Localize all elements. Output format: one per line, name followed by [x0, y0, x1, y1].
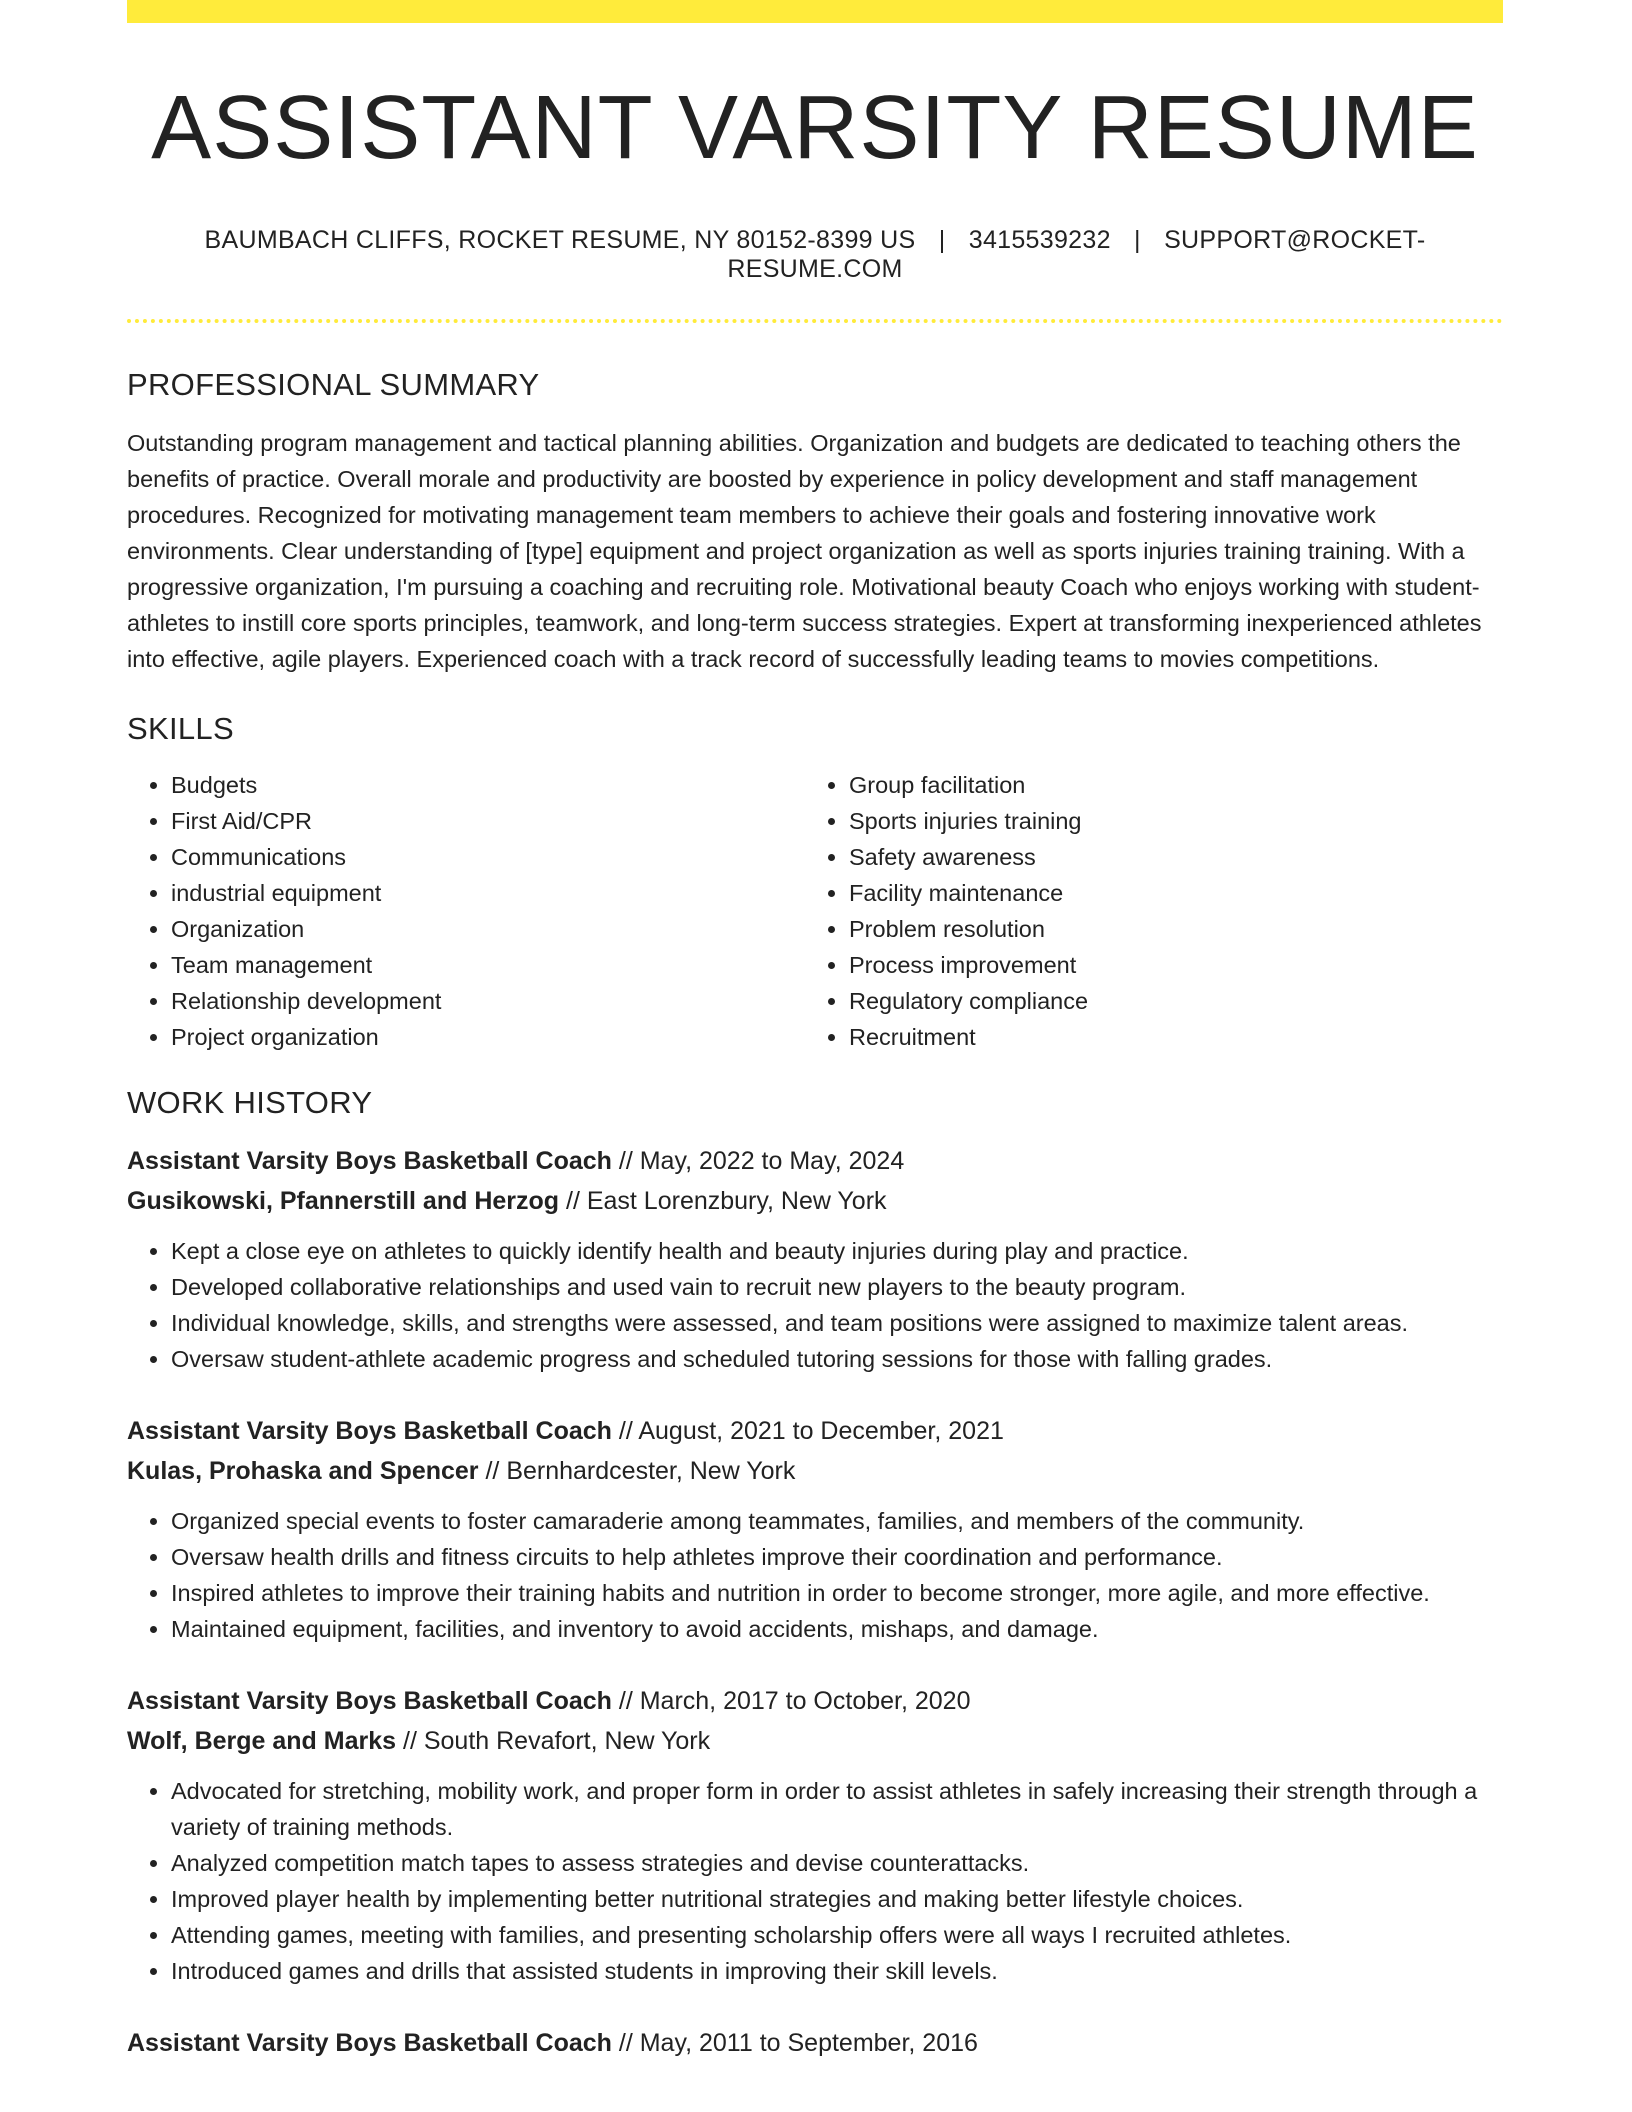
job-dates: // March, 2017 to October, 2020 [618, 1687, 971, 1715]
job-company-line [127, 1451, 1503, 1491]
job-title-line [127, 2023, 1503, 2063]
job-dates: // May, 2022 to May, 2024 [618, 1147, 905, 1175]
job-location: // East Lorenzbury, New York [566, 1187, 887, 1215]
contact-line [127, 226, 1503, 284]
skill-item: • Regulatory compliance [849, 983, 1483, 1019]
skill-item: • Organization [171, 911, 805, 947]
job-dates: // May, 2011 to September, 2016 [618, 2029, 978, 2057]
job-bullet: • Organized special events to foster camaraderie among teammates, families, and members of the community. [171, 1503, 1503, 1539]
job-company: Gusikowski, Pfannerstill and Herzog [127, 1187, 560, 1215]
skill-item: • Recruitment [849, 1019, 1483, 1055]
email: SUPPORT@ROCKET-RESUME.COM [727, 226, 1426, 283]
skill-item: • First Aid/CPR [171, 803, 805, 839]
job-location: // South Revafort, New York [403, 1727, 711, 1755]
job-company-line [127, 1181, 1503, 1221]
job-bullet: • Advocated for stretching, mobility work, and proper form in order to assist athletes in safely increasing their strength through a variety of training methods. [171, 1773, 1503, 1845]
skill-item: • Project organization [171, 1019, 805, 1055]
skill-item: • Problem resolution [849, 911, 1483, 947]
work-history-heading: WORK HISTORY [127, 1085, 373, 1120]
skills-grid [127, 767, 1503, 1055]
skill-item: • Process improvement [849, 947, 1483, 983]
separator: | [1134, 226, 1141, 254]
job-bullet: • Developed collaborative relationships and used vain to recruit new players to the beauty program. [171, 1269, 1503, 1305]
job-bullet: • Analyzed competition match tapes to assess strategies and devise counterattacks. [171, 1845, 1503, 1881]
skills-right-column [805, 767, 1483, 1055]
job-title-line [127, 1681, 1503, 1721]
resume-page [127, 0, 1503, 2063]
skill-item: • Communications [171, 839, 805, 875]
job-bullet: • Introduced games and drills that assisted students in improving their skill levels. [171, 1953, 1503, 1989]
skill-item: • Sports injuries training [849, 803, 1483, 839]
skill-item: • Facility maintenance [849, 875, 1483, 911]
job-entry [127, 1411, 1503, 1647]
top-accent-bar [127, 0, 1503, 23]
skill-item: • Group facilitation [849, 767, 1483, 803]
skill-item: • Safety awareness [849, 839, 1483, 875]
job-bullet: • Improved player health by implementing better nutritional strategies and making better lifestyle choices. [171, 1881, 1503, 1917]
skills-heading: SKILLS [127, 711, 234, 746]
job-bullet: • Attending games, meeting with families, and presenting scholarship offers were all ways I recruited athletes. [171, 1917, 1503, 1953]
job-bullet: • Oversaw student-athlete academic progress and scheduled tutoring sessions for those with falling grades. [171, 1341, 1503, 1377]
summary-text: Outstanding program management and tactical planning abilities. Organization and budgets are dedicated to teaching others the benefits of practice. Overall morale and productivity are boosted by experience in policy development and staff management procedures. Recognized for motivating management team members to achieve their goals and fostering innovative work environments. Clear understanding of [type] equipment and project organization as well as sports injuries training training. With a progressive organization, I'm pursuing a coaching and recruiting role. Motivational beauty Coach who enjoys working with student-athletes to instill core sports principles, teamwork, and long-term success strategies. Expert at transforming inexperienced athletes into effective, agile players. Experienced coach with a track record of successfully leading teams to movies competitions. [127, 430, 1482, 672]
job-company-line [127, 1721, 1503, 1761]
job-bullet: • Maintained equipment, facilities, and inventory to avoid accidents, mishaps, and damage. [171, 1611, 1503, 1647]
job-bullets [127, 1233, 1503, 1377]
skill-item: • industrial equipment [171, 875, 805, 911]
job-location: // Bernhardcester, New York [485, 1457, 796, 1485]
job-bullet: • Kept a close eye on athletes to quickly identify health and beauty injuries during play and practice. [171, 1233, 1503, 1269]
job-entry [127, 2023, 1503, 2063]
job-entry [127, 1681, 1503, 1989]
job-title: Assistant Varsity Boys Basketball Coach [127, 1687, 612, 1715]
dotted-divider [127, 319, 1503, 323]
separator: | [938, 226, 946, 254]
work-history-list [127, 1141, 1503, 2063]
job-bullets [127, 1503, 1503, 1647]
job-title-line [127, 1141, 1503, 1181]
job-title: Assistant Varsity Boys Basketball Coach [127, 1417, 612, 1445]
skill-item: • Budgets [171, 767, 805, 803]
job-bullet: • Oversaw health drills and fitness circuits to help athletes improve their coordination and performance. [171, 1539, 1503, 1575]
job-title-line [127, 1411, 1503, 1451]
page-title: ASSISTANT VARSITY RESUME [151, 78, 1479, 178]
job-company: Kulas, Prohaska and Spencer [127, 1457, 479, 1485]
job-dates: // August, 2021 to December, 2021 [618, 1417, 1004, 1445]
job-title: Assistant Varsity Boys Basketball Coach [127, 1147, 612, 1175]
job-company: Wolf, Berge and Marks [127, 1727, 397, 1755]
skills-left-column [127, 767, 805, 1055]
summary-heading: PROFESSIONAL SUMMARY [127, 367, 540, 402]
job-bullets [127, 1773, 1503, 1989]
skill-item: • Team management [171, 947, 805, 983]
address: BAUMBACH CLIFFS, ROCKET RESUME, NY 80152-8399 US [204, 226, 916, 254]
skill-item: • Relationship development [171, 983, 805, 1019]
job-entry [127, 1141, 1503, 1377]
phone: 3415539232 [968, 226, 1111, 254]
job-bullet: • Individual knowledge, skills, and strengths were assessed, and team positions were assigned to maximize talent areas. [171, 1305, 1503, 1341]
job-title: Assistant Varsity Boys Basketball Coach [127, 2029, 612, 2057]
job-bullet: • Inspired athletes to improve their training habits and nutrition in order to become stronger, more agile, and more effective. [171, 1575, 1503, 1611]
